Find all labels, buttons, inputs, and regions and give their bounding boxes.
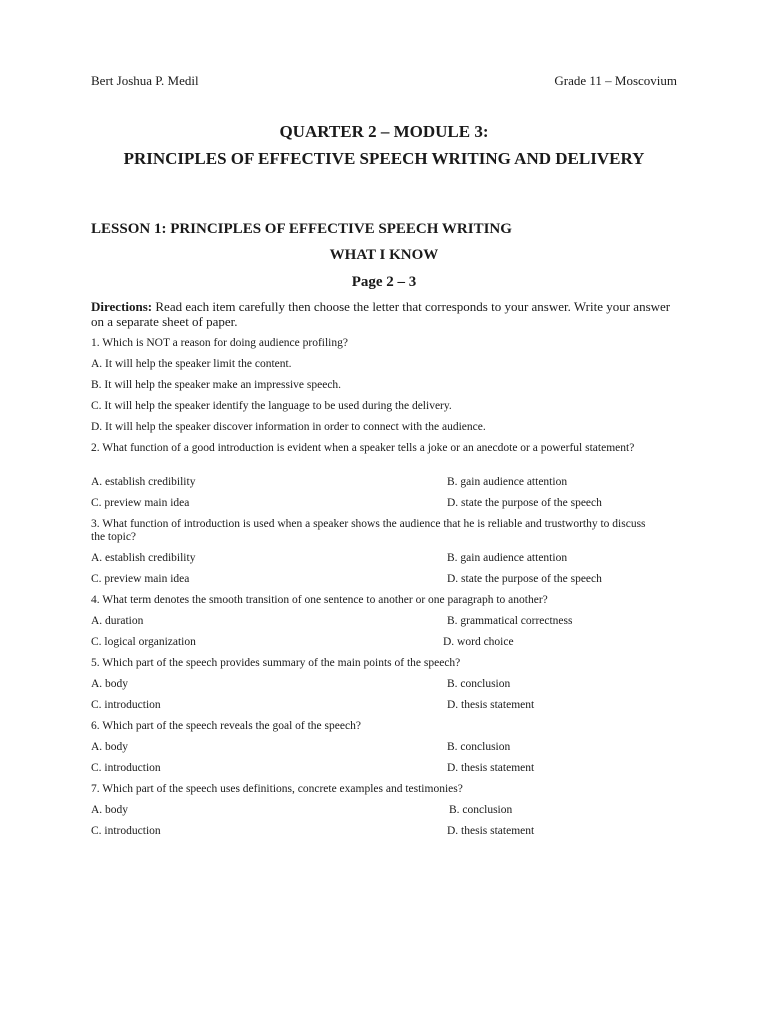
directions [91, 299, 681, 329]
module-subtitle: PRINCIPLES OF EFFECTIVE SPEECH WRITING AND DELIVERY [123, 149, 645, 168]
q3-option-c: C. preview main idea [91, 573, 190, 585]
q7-option-a: A. body [91, 804, 129, 816]
q2-option-a: A. establish credibility [91, 476, 196, 488]
q5-option-a: A. body [91, 678, 129, 690]
directions-text: Read each item carefully then choose the letter that corresponds to your answer. Write your answer on a separate sheet of paper. [91, 299, 671, 329]
section-heading: WHAT I KNOW [329, 247, 439, 263]
page-reference: Page 2 – 3 [351, 274, 417, 290]
q2-option-d: D. state the purpose of the speech [447, 497, 602, 509]
q2-option-b: B. gain audience attention [447, 476, 568, 488]
q5-option-d: D. thesis statement [447, 699, 535, 711]
page-header [91, 73, 677, 91]
grade-section: Grade 11 – Moscovium [554, 73, 677, 88]
question-1: 1. Which is NOT a reason for doing audience profiling? [91, 337, 348, 349]
question-5: 5. Which part of the speech provides summary of the main points of the speech? [91, 657, 461, 669]
q4-option-d: D. word choice [443, 636, 514, 648]
question-7: 7. Which part of the speech uses definitions, concrete examples and testimonies? [91, 783, 463, 795]
q4-option-c: C. logical organization [91, 636, 196, 648]
q6-option-d: D. thesis statement [447, 762, 535, 774]
q1-option-d: D. It will help the speaker discover information in order to connect with the audience. [91, 421, 486, 433]
q6-option-c: C. introduction [91, 762, 161, 774]
student-name: Bert Joshua P. Medil [91, 73, 199, 88]
q7-option-b: B. conclusion [449, 804, 513, 816]
directions-label: Directions: [91, 299, 153, 314]
q4-option-b: B. grammatical correctness [447, 615, 573, 627]
q1-option-b: B. It will help the speaker make an impressive speech. [91, 379, 342, 391]
q3-option-d: D. state the purpose of the speech [447, 573, 602, 585]
question-6: 6. Which part of the speech reveals the goal of the speech? [91, 720, 361, 732]
q4-option-a: A. duration [91, 615, 144, 627]
lesson-heading: LESSON 1: PRINCIPLES OF EFFECTIVE SPEECH WRITING [91, 221, 512, 237]
question-4: 4. What term denotes the smooth transition of one sentence to another or one paragraph to another? [91, 594, 548, 606]
question-2: 2. What function of a good introduction is evident when a speaker tells a joke or an anecdote or a powerful statement? [91, 442, 635, 454]
q3-option-b: B. gain audience attention [447, 552, 568, 564]
module-title: QUARTER 2 – MODULE 3: [279, 122, 489, 141]
q2-option-c: C. preview main idea [91, 497, 190, 509]
q7-option-d: D. thesis statement [447, 825, 535, 837]
q3-option-a: A. establish credibility [91, 552, 196, 564]
question-3: 3. What function of introduction is used when a speaker shows the audience that he is reliable and trustworthy to discuss the topic? [91, 518, 646, 543]
q5-option-c: C. introduction [91, 699, 161, 711]
q1-option-a: A. It will help the speaker limit the content. [91, 358, 292, 370]
q6-option-b: B. conclusion [447, 741, 511, 753]
q5-option-b: B. conclusion [447, 678, 511, 690]
q1-option-c: C. It will help the speaker identify the language to be used during the delivery. [91, 400, 452, 412]
q6-option-a: A. body [91, 741, 129, 753]
q7-option-c: C. introduction [91, 825, 161, 837]
